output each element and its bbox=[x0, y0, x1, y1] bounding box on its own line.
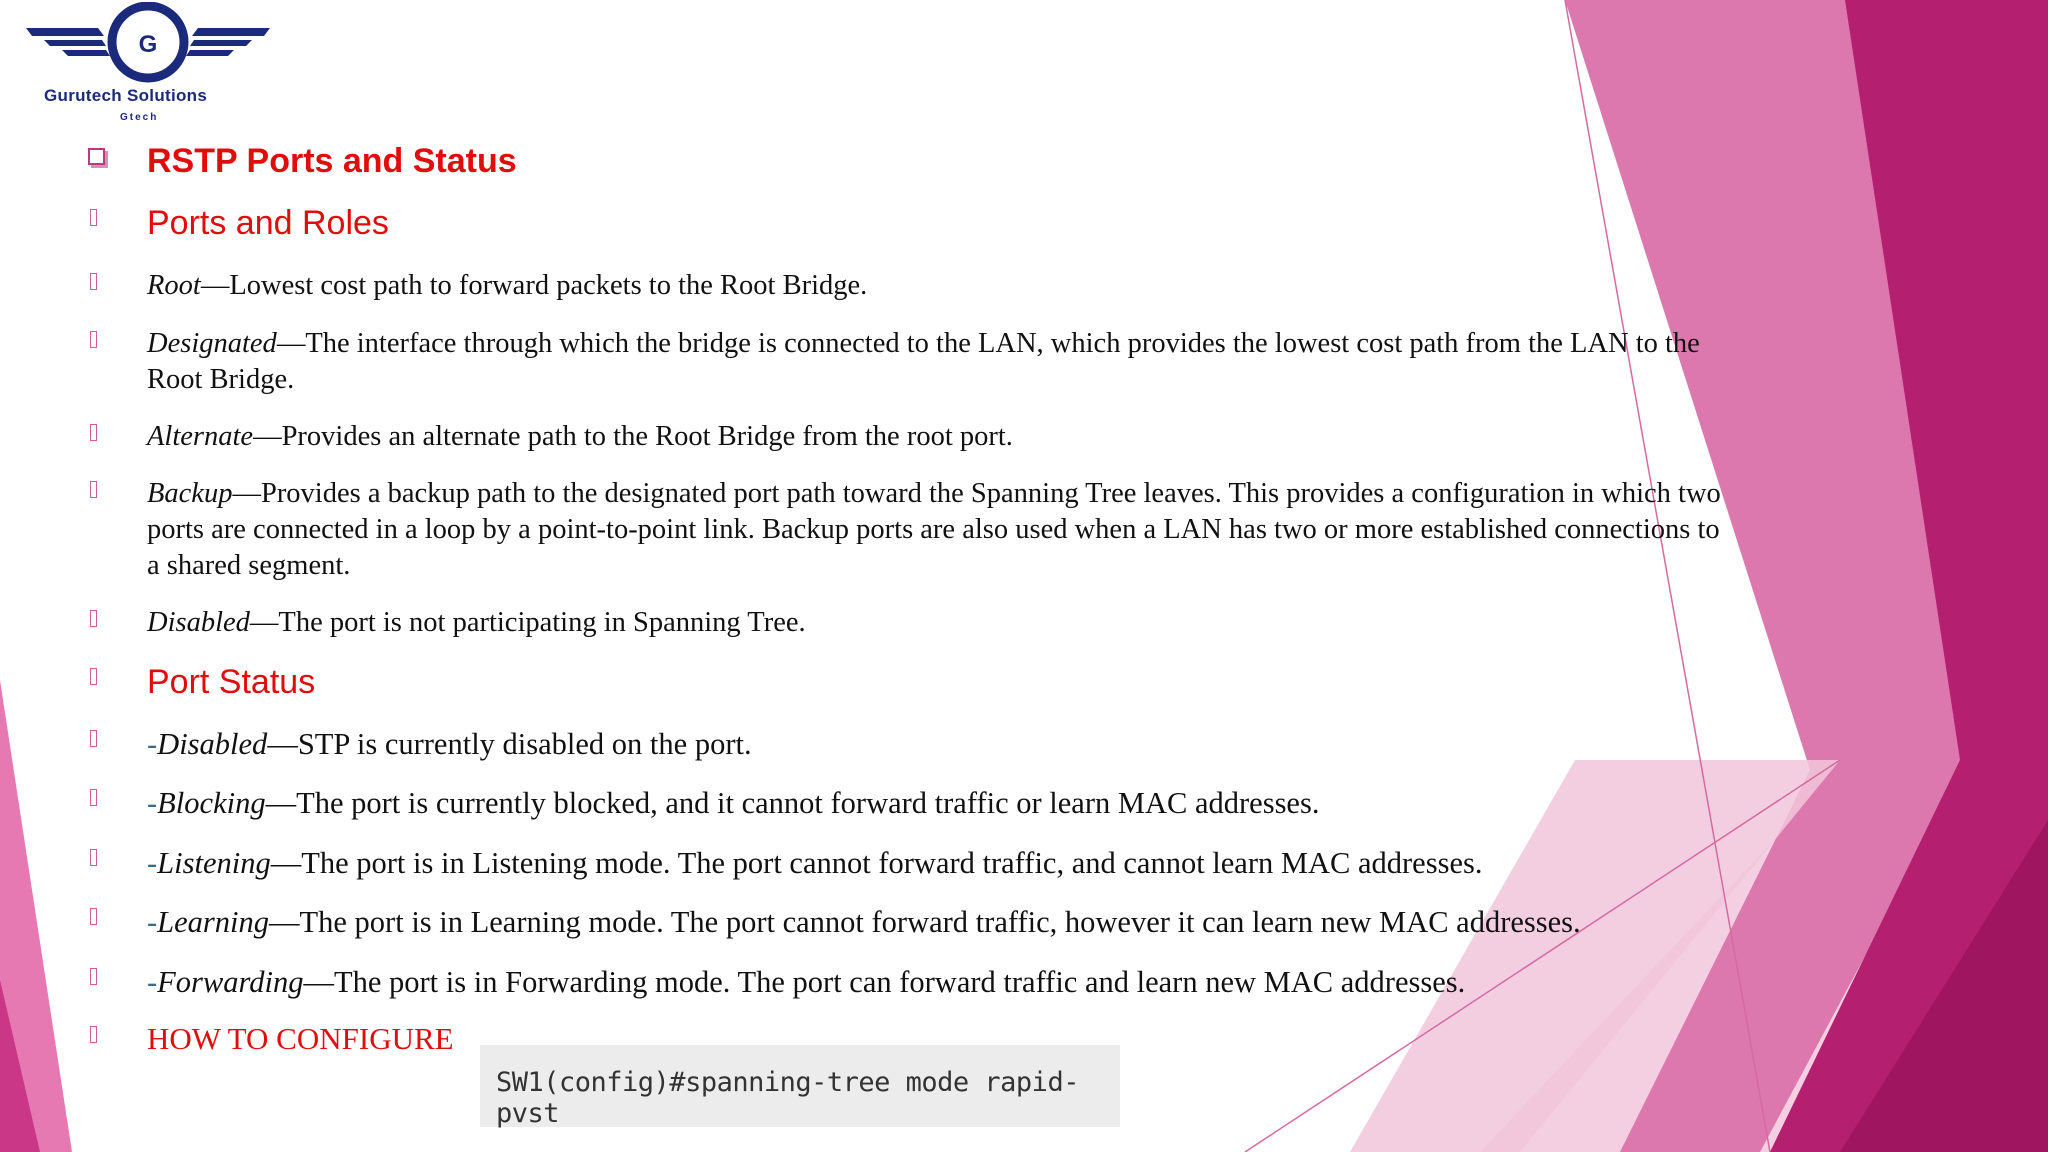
bullet-icon bbox=[90, 730, 97, 747]
bullet-icon bbox=[90, 789, 97, 806]
status-desc: —The port is in Learning mode. The port cannot forward traffic, however it can learn new MAC addresses. bbox=[269, 905, 1581, 939]
command-box bbox=[480, 1045, 1120, 1127]
logo-company-name: Gurutech Solutions bbox=[44, 86, 208, 105]
status-heading: Port Status bbox=[147, 663, 316, 701]
status-term: Learning bbox=[157, 905, 270, 939]
bullet-icon bbox=[90, 610, 97, 627]
logo-subtitle: Gtech bbox=[120, 112, 159, 123]
logo-letter: G bbox=[138, 31, 158, 58]
status-term: Blocking bbox=[157, 786, 266, 820]
status-prefix: - bbox=[147, 846, 158, 880]
checkbox-bullet-icon bbox=[88, 148, 105, 165]
bullet-icon bbox=[90, 1026, 97, 1043]
command-text: SW1(config)#spanning-tree mode rapid-pvst bbox=[496, 1067, 1079, 1129]
status-term: Disabled bbox=[157, 727, 268, 761]
role-term: Designated bbox=[147, 328, 277, 359]
bullet-icon bbox=[90, 968, 97, 985]
ports-heading: Ports and Roles bbox=[147, 204, 389, 242]
role-term: Alternate bbox=[147, 421, 254, 452]
bullet-icon bbox=[90, 849, 97, 866]
role-desc: —The interface through which the bridge is connected to the LAN, which provides the lowest cost path from the LAN to the Root Bridge. bbox=[147, 328, 1700, 395]
status-prefix: - bbox=[147, 786, 158, 820]
bullet-icon bbox=[90, 424, 97, 441]
role-term: Disabled bbox=[147, 607, 250, 638]
role-desc: —Provides an alternate path to the Root Bridge from the root port. bbox=[253, 421, 1013, 452]
status-desc: —The port is in Forwarding mode. The port can forward traffic and learn new MAC addresses. bbox=[303, 965, 1466, 999]
configure-label: HOW TO CONFIGURE bbox=[147, 1021, 454, 1056]
bullet-icon bbox=[90, 209, 97, 226]
bullet-icon bbox=[90, 908, 97, 925]
status-prefix: - bbox=[147, 727, 158, 761]
bullet-icon bbox=[90, 481, 97, 498]
status-term: Listening bbox=[157, 846, 271, 880]
status-desc: —The port is currently blocked, and it cannot forward traffic or learn MAC addresses. bbox=[265, 786, 1320, 820]
slide-title: RSTP Ports and Status bbox=[147, 142, 517, 180]
bullet-icon bbox=[90, 668, 97, 685]
role-desc: —Provides a backup path to the designated port path toward the Spanning Tree leaves. This provides a configuration in which two ports are connected in a loop by a point-to-point link. Backup ports are also used when a LAN has two or more established connections to a shared segment. bbox=[147, 478, 1721, 581]
role-desc: —The port is not participating in Spanning Tree. bbox=[249, 607, 806, 638]
role-term: Backup bbox=[147, 478, 233, 509]
role-term: Root bbox=[147, 270, 201, 301]
status-prefix: - bbox=[147, 905, 158, 939]
role-desc: —Lowest cost path to forward packets to the Root Bridge. bbox=[200, 270, 868, 301]
status-term: Forwarding bbox=[157, 965, 304, 999]
status-desc: —The port is in Listening mode. The port cannot forward traffic, and cannot learn MAC addresses. bbox=[270, 846, 1483, 880]
bullet-icon bbox=[90, 331, 97, 348]
bullet-icon bbox=[90, 273, 97, 290]
status-prefix: - bbox=[147, 965, 158, 999]
status-desc: —STP is currently disabled on the port. bbox=[267, 727, 752, 761]
